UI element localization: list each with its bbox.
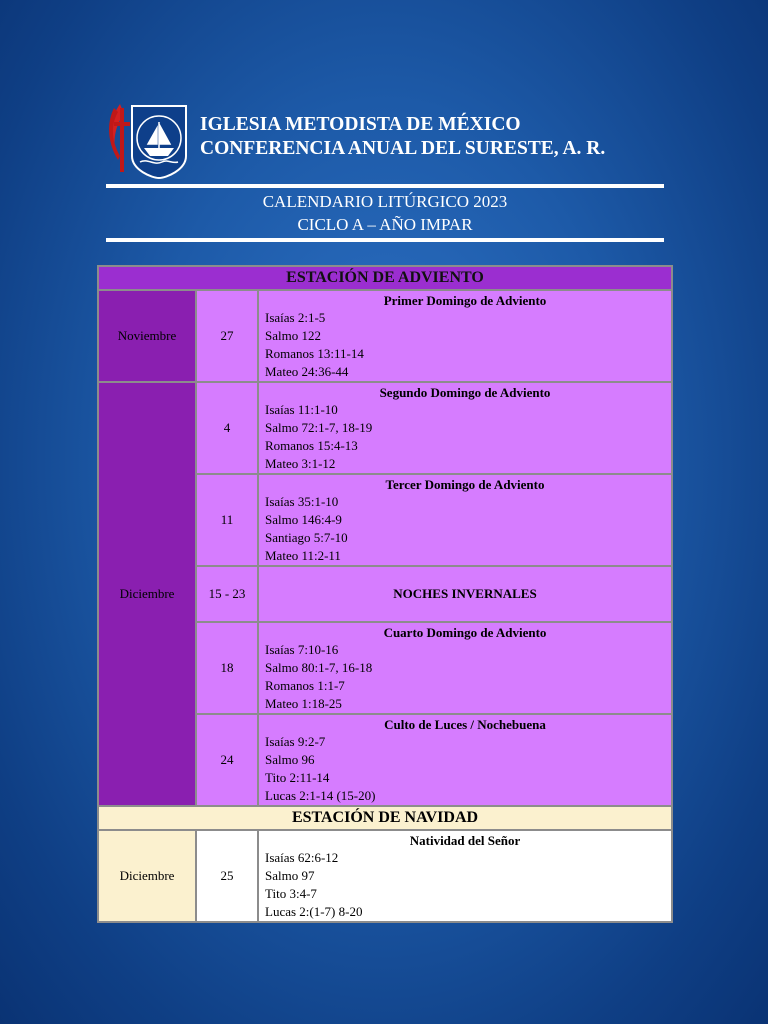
event-title: Tercer Domingo de Adviento [385, 477, 545, 492]
reading-line: Lucas 2:(1-7) 8-20 [265, 904, 363, 919]
reading-line: Isaías 2:1-5 [265, 310, 326, 325]
event-title: NOCHES INVERNALES [258, 566, 672, 622]
reading-cell [258, 622, 672, 714]
day-cell: 25 [196, 830, 258, 922]
day-cell: 24 [196, 714, 258, 806]
methodist-logo-icon [106, 100, 194, 180]
reading-line: Tito 2:11-14 [265, 770, 330, 785]
header-divider-top [106, 184, 664, 188]
christmas-season-header: ESTACIÓN DE NAVIDAD [98, 806, 672, 830]
reading-line: Salmo 146:4-9 [265, 512, 342, 527]
reading-line: Salmo 80:1-7, 16-18 [265, 660, 373, 675]
reading-line: Salmo 72:1-7, 18-19 [265, 420, 373, 435]
reading-line: Romanos 13:11-14 [265, 346, 364, 361]
reading-line: Isaías 35:1-10 [265, 494, 339, 509]
reading-line: Tito 3:4-7 [265, 886, 317, 901]
liturgical-table [97, 265, 671, 923]
reading-line: Salmo 97 [265, 868, 315, 883]
reading-line: Salmo 96 [265, 752, 315, 767]
event-title: Segundo Domingo de Adviento [379, 385, 551, 400]
month-cell-diciembre: Diciembre [98, 830, 196, 922]
reading-line: Isaías 7:10-16 [265, 642, 339, 657]
event-title: Cuarto Domingo de Adviento [383, 625, 547, 640]
methodist-cross-flame-icon [109, 104, 130, 172]
conference-name: CONFERENCIA ANUAL DEL SURESTE, A. R. [200, 138, 606, 159]
reading-line: Isaías 9:2-7 [265, 734, 326, 749]
organization-name: IGLESIA METODISTA DE MÉXICO [200, 114, 521, 135]
reading-cell [258, 474, 672, 566]
reading-line: Santiago 5:7-10 [265, 530, 348, 545]
reading-line: Mateo 11:2-11 [265, 548, 341, 563]
event-title: Culto de Luces / Nochebuena [384, 717, 546, 732]
reading-line: Isaías 11:1-10 [265, 402, 338, 417]
header-divider-bottom [106, 238, 664, 242]
reading-line: Mateo 3:1-12 [265, 456, 336, 471]
ship-seal-icon [132, 106, 186, 178]
event-title: Primer Domingo de Adviento [383, 293, 547, 308]
reading-line: Mateo 1:18-25 [265, 696, 342, 711]
day-cell: 4 [196, 382, 258, 474]
reading-line: Romanos 15:4-13 [265, 438, 358, 453]
day-cell: 15 - 23 [196, 566, 258, 622]
document-header [0, 0, 768, 260]
reading-cell [258, 382, 672, 474]
reading-line: Lucas 2:1-14 (15-20) [265, 788, 376, 803]
month-cell-diciembre: Diciembre [98, 382, 196, 806]
advent-season-header: ESTACIÓN DE ADVIENTO [98, 266, 672, 290]
reading-line: Romanos 1:1-7 [265, 678, 345, 693]
reading-line: Isaías 62:6-12 [265, 850, 339, 865]
reading-line: Salmo 122 [265, 328, 321, 343]
day-cell: 11 [196, 474, 258, 566]
calendar-cycle: CICLO A – AÑO IMPAR [297, 215, 473, 234]
reading-cell [258, 830, 672, 922]
reading-line: Mateo 24:36-44 [265, 364, 349, 379]
month-cell-noviembre: Noviembre [98, 290, 196, 382]
calendar-title: CALENDARIO LITÚRGICO 2023 [262, 192, 508, 211]
day-cell: 18 [196, 622, 258, 714]
event-title: Natividad del Señor [409, 833, 521, 848]
reading-cell [258, 290, 672, 382]
reading-cell [258, 714, 672, 806]
day-cell: 27 [196, 290, 258, 382]
